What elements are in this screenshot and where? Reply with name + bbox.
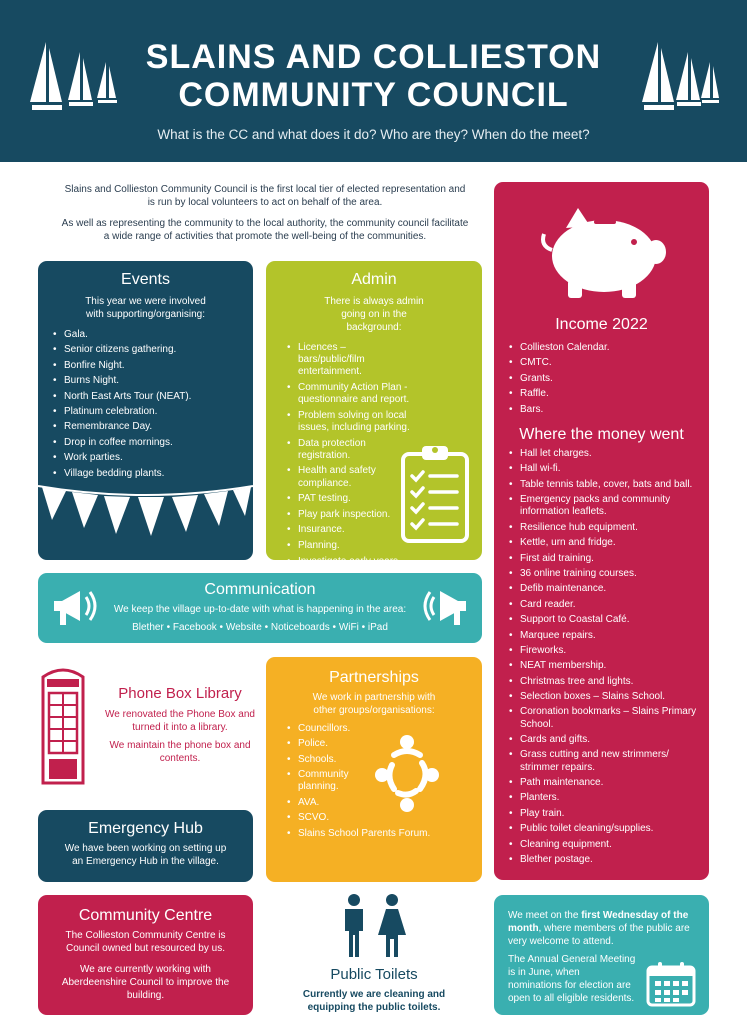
intro-text: Slains and Collieston Community Council is the first local tier of elected representation and is run by local volunteers to act on behalf of the area. As well as representing the community to the local authority, the community council facilitate a wide range of activities that promote the well-being of the communities. xyxy=(61,184,469,242)
list-item: • Grants. xyxy=(504,371,610,386)
list-item: • Raffle. xyxy=(504,386,610,401)
list-item: • SCVO. xyxy=(282,812,362,824)
sailboat-icon xyxy=(628,40,720,116)
list-item: • First aid training. xyxy=(504,553,704,565)
partnerships-list xyxy=(282,723,431,840)
list-item: • North East Arts Tour (NEAT). xyxy=(48,389,253,404)
list-item: • Community Action Plan - questionnaire and report. xyxy=(282,382,412,406)
piggy-bank-icon xyxy=(538,204,668,300)
list-item: • Christmas tree and lights. xyxy=(504,676,704,688)
list-item: • Resilience hub equipment. xyxy=(504,522,704,534)
list-item: • Insurance. xyxy=(282,524,412,536)
list-item: • Hall let charges. xyxy=(504,448,704,460)
list-item: • Data protection registration. xyxy=(282,438,412,462)
list-item: • Health and safety compliance. xyxy=(282,465,412,489)
megaphone-icon xyxy=(48,587,98,631)
phonebox-title: Phone Box Library xyxy=(118,685,242,702)
channel-item: • WiFi xyxy=(333,622,359,633)
list-item: • Schools. xyxy=(282,754,362,766)
list-item: • Village bedding plants. xyxy=(48,466,253,481)
list-item: • Remembrance Day. xyxy=(48,419,253,434)
partnerships-title: Partnerships xyxy=(329,669,419,686)
list-item: • Planning. xyxy=(282,540,412,552)
communication-channels xyxy=(38,622,482,633)
list-item: • Police. xyxy=(282,738,362,750)
list-item: • Hall wi-fi. xyxy=(504,463,704,475)
toilets-title: Public Toilets xyxy=(330,966,418,983)
income-title: Income 2022 xyxy=(555,316,648,333)
list-item: • Work parties. xyxy=(48,450,253,465)
list-item: • PAT testing. xyxy=(282,493,412,505)
agm-text: The Annual General Meeting is in June, when nominations for election are open to all eligible residents. xyxy=(508,954,636,1004)
partnership-icon xyxy=(374,733,440,813)
meetings-card xyxy=(494,895,709,1015)
list-item: • Licences – bars/public/film entertainment. xyxy=(282,342,412,379)
money-title: Where the money went xyxy=(519,426,684,443)
channel-item: • iPad xyxy=(362,622,388,633)
emergency-text: We have been working on setting up an Emergency Hub in the village. xyxy=(64,843,227,867)
channel-item: • Facebook xyxy=(167,622,217,633)
list-item: • Marquee repairs. xyxy=(504,630,704,642)
channel-item: • Website xyxy=(220,622,262,633)
bunting-decoration xyxy=(38,482,253,542)
emergency-hub-card xyxy=(38,810,253,882)
partnerships-card xyxy=(266,657,482,882)
centre-text: The Collieston Community Centre is Council owned but resourced by us. xyxy=(65,930,226,954)
admin-card xyxy=(266,261,482,567)
events-list xyxy=(48,327,253,481)
list-item: • Selection boxes – Slains School. xyxy=(504,691,704,703)
list-item: • Slains School Parents Forum. xyxy=(282,828,462,840)
phone-box-icon xyxy=(40,663,86,787)
centre-title: Community Centre xyxy=(78,907,213,924)
communication-lead: We keep the village up-to-date with what is happening in the area: xyxy=(113,604,407,615)
list-item: • Fireworks. xyxy=(504,645,704,657)
events-lead: This year we were involved with supporting/organising: xyxy=(85,296,206,320)
list-item: • CMTC. xyxy=(504,355,610,370)
list-item: • Cards and gifts. xyxy=(504,734,704,746)
community-centre-card xyxy=(38,895,253,1015)
channel-item: • Noticeboards xyxy=(265,622,330,633)
list-item: • Cleaning equipment. xyxy=(504,839,704,851)
list-item: • NEAT membership. xyxy=(504,660,704,672)
list-item: • Play park inspection. xyxy=(282,509,412,521)
income-card xyxy=(494,182,709,880)
header-banner xyxy=(0,0,747,162)
admin-list xyxy=(282,342,412,596)
communication-card xyxy=(38,573,482,643)
page-title: SLAINS AND COLLIESTON COMMUNITY COUNCIL xyxy=(145,38,602,114)
list-item: • Grass cutting and new strimmers/ strimmer repairs. xyxy=(504,749,704,773)
list-item: • Public toilet cleaning/supplies. xyxy=(504,823,704,835)
admin-lead: There is always admin going on in the background: xyxy=(324,296,424,333)
list-item: • Support to Coastal Café. xyxy=(504,614,704,626)
list-item: • Councillors. xyxy=(282,723,362,735)
list-item: • AVA. xyxy=(282,797,362,809)
list-item: • Table tennis table, cover, bats and ball. xyxy=(504,479,704,491)
page-subtitle: What is the CC and what does it do? Who are they? When do the meet? xyxy=(157,127,590,142)
phonebox-text: We renovated the Phone Box and turned it into a library. We maintain the phone box and contents. xyxy=(105,709,255,764)
list-item: • Collieston Calendar. xyxy=(504,340,610,355)
channel-item: Blether xyxy=(132,622,164,633)
list-item: • Problem solving on local issues, including parking. xyxy=(282,410,412,434)
list-item: • Coronation bookmarks – Slains Primary School. xyxy=(504,706,704,730)
list-item: • Investigate early years xyxy=(282,556,412,580)
money-list xyxy=(504,448,704,869)
clipboard-checklist-icon xyxy=(400,444,470,544)
list-item: • Card reader. xyxy=(504,599,704,611)
sailboat-icon xyxy=(28,40,120,116)
emergency-title: Emergency Hub xyxy=(88,820,203,837)
list-item: • Planters. xyxy=(504,792,704,804)
people-icon xyxy=(334,893,414,959)
list-item: • 36 online training courses. xyxy=(504,568,704,580)
list-item: • Community planning. xyxy=(282,769,362,793)
partnerships-lead: We work in partnership with other groups/organisations: xyxy=(312,692,436,716)
list-item: • Platinum celebration. xyxy=(48,404,253,419)
meetings-text: We meet on the first Wednesday of the month, where members of the public are very welcome to attend. xyxy=(508,910,690,947)
communication-title: Communication xyxy=(204,581,316,598)
income-list xyxy=(504,340,610,417)
list-item: • Bars. xyxy=(504,402,610,417)
list-item: • Blether postage. xyxy=(504,854,704,866)
list-item: • Drop in coffee mornings. xyxy=(48,435,253,450)
list-item: • Kettle, urn and fridge. xyxy=(504,537,704,549)
list-item: • Burns Night. xyxy=(48,373,253,388)
list-item: • Emergency packs and community information leaflets. xyxy=(504,494,704,518)
list-item: • Gala. xyxy=(48,327,253,342)
list-item: • Play train. xyxy=(504,808,704,820)
list-item: • Bonfire Night. xyxy=(48,358,253,373)
list-item: • Defib maintenance. xyxy=(504,583,704,595)
events-title: Events xyxy=(121,271,170,288)
megaphone-icon xyxy=(422,587,472,631)
toilets-text: Currently we are cleaning and equipping the public toilets. xyxy=(302,989,446,1013)
list-item: • Senior citizens gathering. xyxy=(48,342,253,357)
centre-text: We are currently working with Aberdeenshire Council to improve the building. xyxy=(61,964,230,1001)
list-item: • Path maintenance. xyxy=(504,777,704,789)
calendar-icon xyxy=(646,961,696,1007)
admin-title: Admin xyxy=(351,271,397,288)
